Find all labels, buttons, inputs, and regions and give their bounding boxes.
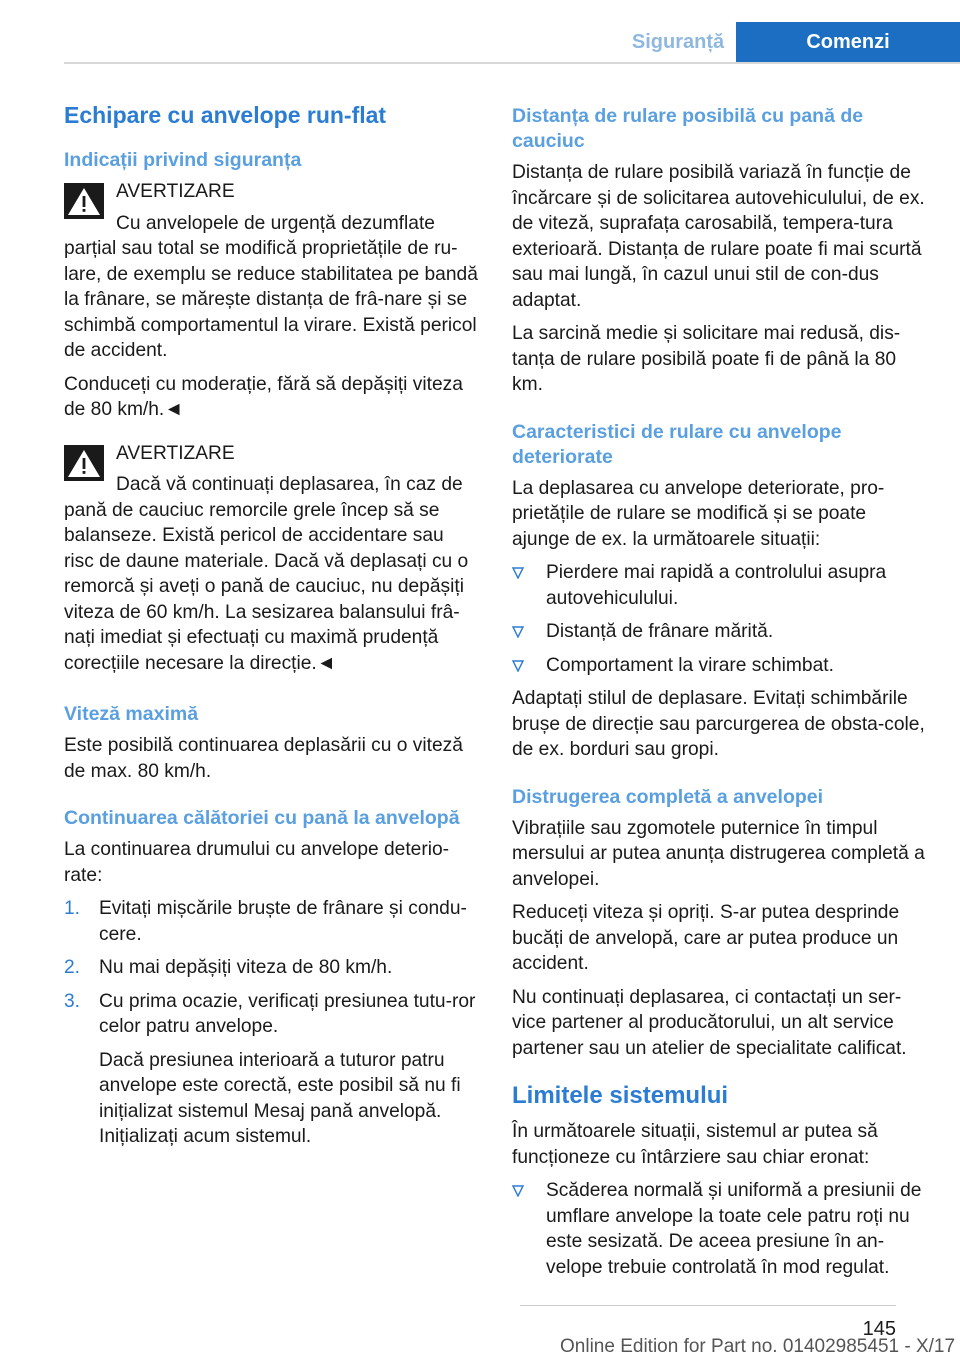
damaged-heading: Caracteristici de rulare cu anvelope deteriorate xyxy=(512,420,842,468)
continue-intro: La continuarea drumului cu anvelope deterio‐rate: xyxy=(64,839,450,886)
range-paragraph-2: La sarcină medie și solicitare mai redusă, dis‐tanța de rulare posibilă poate fi de până la 80 km. xyxy=(512,323,901,395)
header-tabs xyxy=(620,22,960,62)
list-item xyxy=(64,955,478,981)
limits-heading: Limitele sistemului xyxy=(512,1082,729,1109)
warning-block-1 xyxy=(64,179,478,205)
continue-heading: Continuarea călătoriei cu pană la anvelopă xyxy=(64,807,460,829)
triangle-bullet-icon xyxy=(512,567,524,579)
step-note: Dacă presiunea interioară a tuturor patru anvelope este corectă, este posibil să nu fi inițializat sistemul Mesaj pană anvelopă. Inițializați acum sistemul. xyxy=(99,1049,461,1147)
step-number: 1. xyxy=(64,898,81,919)
destroy-paragraph-3: Nu continuați deplasarea, ci contactați un ser‐vice partener al producătorului, un alt service partener sau un atelier de specialitate calificat. xyxy=(512,986,907,1059)
bullet-text: Scăderea normală și uniformă a presiunii de umflare anvelope la toate cele patru roți nu este sesizată. De aceea presiune în an‐velope trebuie controlată în mod regulat. xyxy=(546,1180,922,1278)
bullet-text: Pierdere mai rapidă a controlului asupra autovehiculului. xyxy=(546,562,887,609)
damaged-intro: La deplasarea cu anvelope deteriorate, pro‐prietățile de rulare se modifică și se poate ajunge de ex. la următoarele situații: xyxy=(512,477,885,550)
destroy-paragraph-2: Reduceți viteza și opriți. S-ar putea desprinde bucăți de anvelopă, care ar putea produce un accident. xyxy=(512,902,900,974)
triangle-bullet-icon xyxy=(512,660,524,672)
triangle-bullet-icon xyxy=(512,1185,524,1197)
warning-icon xyxy=(64,183,104,219)
damaged-bullets xyxy=(512,560,926,678)
list-item xyxy=(512,619,926,645)
limits-bullets xyxy=(512,1178,926,1280)
destroy-heading: Distrugerea completă a anvelopei xyxy=(512,785,824,808)
list-item xyxy=(512,560,926,611)
list-item xyxy=(512,653,926,679)
edition-footer: Online Edition for Part no. 01402985451 - X/17 xyxy=(560,1336,956,1357)
page-number: 145 xyxy=(862,1318,896,1340)
tab-comenzi[interactable]: Comenzi xyxy=(736,22,960,62)
steps-list xyxy=(64,896,478,1150)
footer-divider xyxy=(520,1305,896,1306)
list-item xyxy=(64,989,478,1150)
warning-action: Conduceți cu moderație, fără să depășiți viteza de 80 km/h.◄ xyxy=(64,373,463,420)
step-number: 3. xyxy=(64,990,81,1012)
destroy-paragraph-1: Vibrațiile sau zgomotele puternice în timpul mersului ar putea anunța distrugerea completă a anvelopei. xyxy=(512,817,925,890)
right-column xyxy=(512,100,926,1288)
speed-text: Este posibilă continuarea deplasării cu o viteză de max. 80 km/h. xyxy=(64,735,463,782)
speed-heading: Viteză maximă xyxy=(64,703,199,725)
warning-text: Cu anvelopele de urgență dezumflate parțial sau total se modifică proprietățile de ru‐lare, de exemplu se reduce stabilitatea pe bandă la frânare, se mărește distanța de frâ‐nare și se schimbă comportamentul la virare. Există pericol de accident. xyxy=(64,212,478,361)
left-column xyxy=(64,100,478,1158)
step-number: 2. xyxy=(64,957,81,978)
warning-block-2 xyxy=(64,441,478,467)
section-title-run-flat: Echipare cu anvelope run-flat xyxy=(64,102,387,128)
step-text: Nu mai depășiți viteza de 80 km/h. xyxy=(99,957,393,978)
limits-intro: În următoarele situații, sistemul ar putea să funcționeze cu întârziere sau chiar eronat: xyxy=(512,1121,878,1168)
triangle-bullet-icon xyxy=(512,626,524,638)
safety-heading: Indicații privind siguranța xyxy=(64,149,302,171)
bullet-text: Comportament la virare schimbat. xyxy=(546,654,834,676)
range-paragraph-1: Distanța de rulare posibilă variază în funcție de încărcare și de solicitarea autovehiculului, de ex. de viteză, suprafața carosabilă, tempera‐tura exterioară. Distanța de rulare poate fi mai scurtă sau mai lungă, în cazul unui stil de con‐dus adaptat. xyxy=(512,162,925,311)
range-heading: Distanța de rulare posibilă cu pană de cauciuc xyxy=(512,105,864,152)
warning-icon xyxy=(64,445,104,481)
header-divider xyxy=(64,62,960,64)
warning-text: Dacă vă continuați deplasarea, în caz de pană de cauciuc remorcile grele încep să se balanseze. Există pericol de accidentare sau risc de daune materiale. Dacă vă deplasați cu o remorcă și aveți o pană de cauciuc, nu depășiți viteza de 60 km/h. La sesizarea balansului frâ‐nați imediat și efectuați cu maximă prudență corecțiile necesare la direcție.◄ xyxy=(64,474,469,674)
step-text: Cu prima ocazie, verificați presiunea tutu‐ror celor patru anvelope. xyxy=(99,990,476,1037)
bullet-text: Distanță de frânare mărită. xyxy=(546,621,774,642)
damaged-outro: Adaptați stilul de deplasare. Evitați schimbările brușe de direcție sau parcurgerea de obsta‐cole, de ex. borduri sau gropi. xyxy=(512,688,925,760)
step-text: Evitați mișcările bruște de frânare și condu‐cere. xyxy=(99,898,467,945)
warning-title: AVERTIZARE xyxy=(116,442,235,464)
tab-siguranta[interactable]: Siguranță xyxy=(620,22,736,62)
list-item xyxy=(64,896,478,947)
warning-title: AVERTIZARE xyxy=(116,181,235,202)
list-item xyxy=(512,1178,926,1280)
